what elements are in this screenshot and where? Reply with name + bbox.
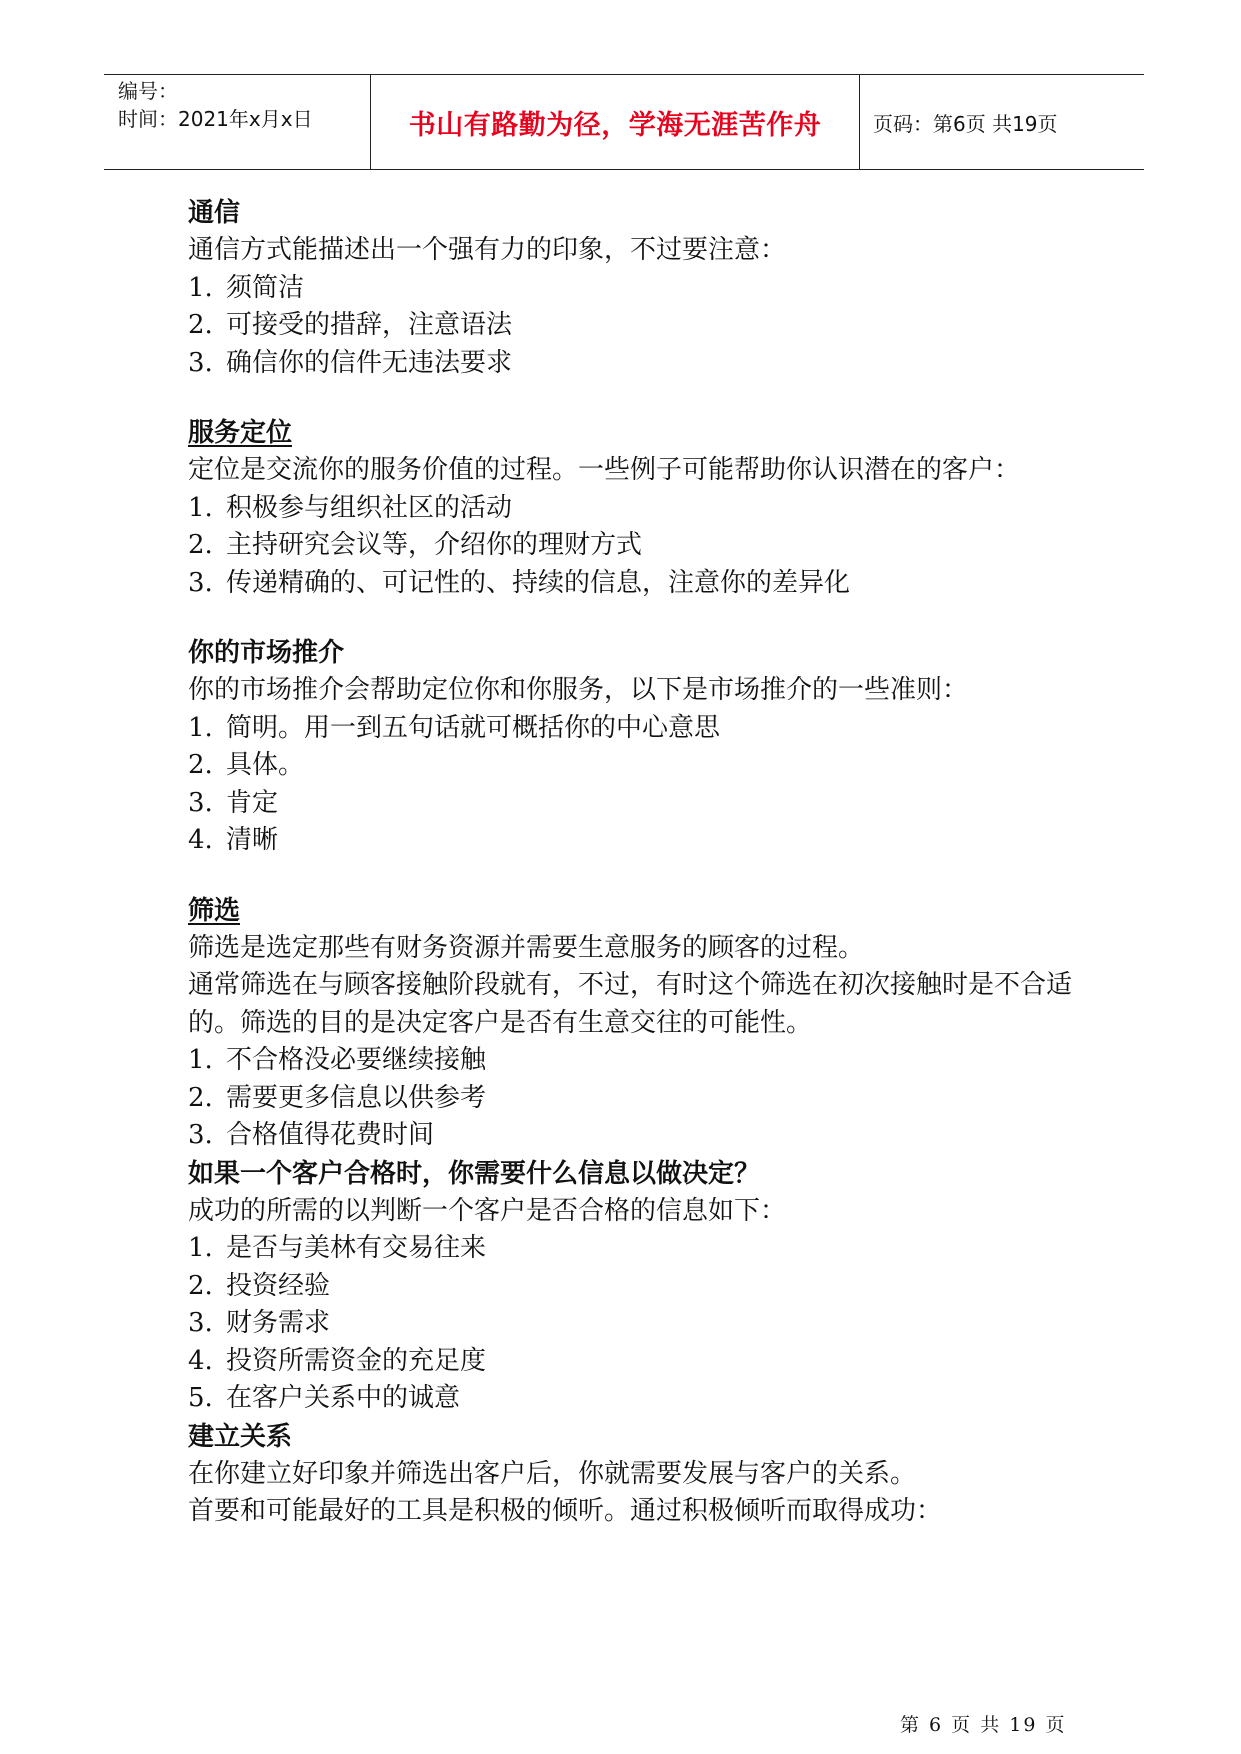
section-screening [188, 892, 1088, 1155]
list-item [188, 1080, 1088, 1118]
list-item-text: 具体。 [226, 750, 305, 780]
list-item [188, 565, 1088, 603]
section-build-relationship [188, 1418, 1088, 1531]
document-number-label: 编号： [118, 79, 178, 103]
section-title: 你的市场推介 [188, 638, 345, 668]
list-item [188, 1117, 1088, 1155]
section-service-positioning [188, 414, 1088, 602]
list-item-text: 肯定 [226, 787, 279, 818]
list-number: 3. [188, 787, 213, 818]
list-number: 5. [188, 1383, 213, 1413]
list-number: 3. [188, 1120, 213, 1150]
list-item-text: 投资所需资金的充足度 [226, 1345, 487, 1376]
list-number: 2. [188, 310, 213, 340]
list-item-text: 主持研究会议等，介绍你的理财方式 [226, 530, 643, 560]
list-item [188, 1343, 1088, 1381]
header-page-code: 页码：第6页 共19页 [873, 111, 1058, 136]
list-item [188, 345, 1088, 383]
list-item [188, 490, 1088, 528]
list-item [188, 1305, 1088, 1343]
list-item-text: 积极参与组织社区的活动 [226, 492, 513, 523]
section-intro: 通信方式能描述出一个强有力的印象，不过要注意： [188, 235, 787, 265]
document-time-label: 时间：2021年x月x日 [118, 107, 313, 131]
header-motto-cell [370, 75, 860, 169]
list-item [188, 785, 1088, 823]
document-body [188, 194, 1088, 1531]
section-paragraph: 在你建立好印象并筛选出客户后，你就需要发展与客户的关系。 [188, 1458, 917, 1489]
list-number: 1. [188, 272, 213, 303]
list-number: 1. [188, 712, 213, 743]
list-item [188, 1268, 1088, 1306]
list-item-text: 不合格没必要继续接触 [226, 1045, 487, 1075]
list-item [188, 1380, 1088, 1418]
list-item-text: 财务需求 [226, 1308, 331, 1338]
list-item-text: 合格值得花费时间 [226, 1120, 435, 1150]
section-title: 服务定位 [188, 418, 293, 448]
list-item [188, 270, 1088, 308]
list-number: 1. [188, 1045, 213, 1075]
list-item [188, 822, 1088, 860]
header-right-cell [859, 75, 1158, 169]
section-title: 通信 [188, 198, 241, 228]
section-communication [188, 194, 1088, 382]
list-number: 4. [188, 825, 213, 855]
section-intro: 你的市场推介会帮助定位你和你服务，以下是市场推介的一些准则： [188, 675, 969, 705]
section-paragraph: 筛选是选定那些有财务资源并需要生意服务的顾客的过程。 [188, 932, 865, 963]
list-number: 3. [188, 347, 213, 378]
header-motto: 书山有路勤为径，学海无涯苦作舟 [408, 109, 822, 141]
list-number: 2. [188, 1082, 213, 1113]
section-intro: 定位是交流你的服务价值的过程。一些例子可能帮助你认识潜在的客户： [188, 455, 1021, 485]
list-item-text: 是否与美林有交易往来 [226, 1233, 487, 1263]
list-item-text: 投资经验 [226, 1270, 331, 1301]
list-item-text: 可接受的措辞，注意语法 [226, 310, 513, 340]
list-item [188, 1042, 1088, 1080]
section-paragraph: 通常筛选在与顾客接触阶段就有，不过，有时这个筛选在初次接触时是不合适的。筛选的目的是决定客户是否有生意交往的可能性。 [188, 970, 1073, 1038]
section-paragraph: 首要和可能最好的工具是积极的倾听。通过积极倾听而取得成功： [188, 1496, 943, 1526]
header-left-cell [104, 75, 384, 169]
list-item-text: 在客户关系中的诚意 [226, 1383, 461, 1413]
list-item [188, 307, 1088, 345]
section-qualified-client [188, 1155, 1088, 1418]
list-item [188, 747, 1088, 785]
list-item-text: 清晰 [226, 825, 279, 855]
list-number: 3. [188, 567, 213, 598]
section-market-pitch [188, 634, 1088, 860]
list-item [188, 527, 1088, 565]
page-header [104, 74, 1144, 170]
list-number: 4. [188, 1345, 213, 1376]
section-intro: 成功的所需的以判断一个客户是否合格的信息如下： [188, 1195, 787, 1226]
list-item-text: 传递精确的、可记性的、持续的信息，注意你的差异化 [226, 567, 851, 598]
list-item-text: 须简洁 [226, 272, 305, 303]
list-number: 1. [188, 492, 213, 523]
section-title: 筛选 [188, 895, 241, 926]
list-item-text: 确信你的信件无违法要求 [226, 347, 513, 378]
list-item-text: 简明。用一到五句话就可概括你的中心意思 [226, 712, 721, 743]
list-number: 3. [188, 1308, 213, 1338]
section-title: 建立关系 [188, 1421, 293, 1452]
list-number: 1. [188, 1233, 213, 1263]
section-title: 如果一个客户合格时，你需要什么信息以做决定？ [188, 1158, 761, 1189]
list-item [188, 710, 1088, 748]
page-footer-number: 第 6 页 共 19 页 [900, 1714, 1067, 1736]
list-item-text: 需要更多信息以供参考 [226, 1082, 487, 1113]
list-number: 2. [188, 750, 213, 780]
list-item [188, 1230, 1088, 1268]
list-number: 2. [188, 1270, 213, 1301]
list-number: 2. [188, 530, 213, 560]
